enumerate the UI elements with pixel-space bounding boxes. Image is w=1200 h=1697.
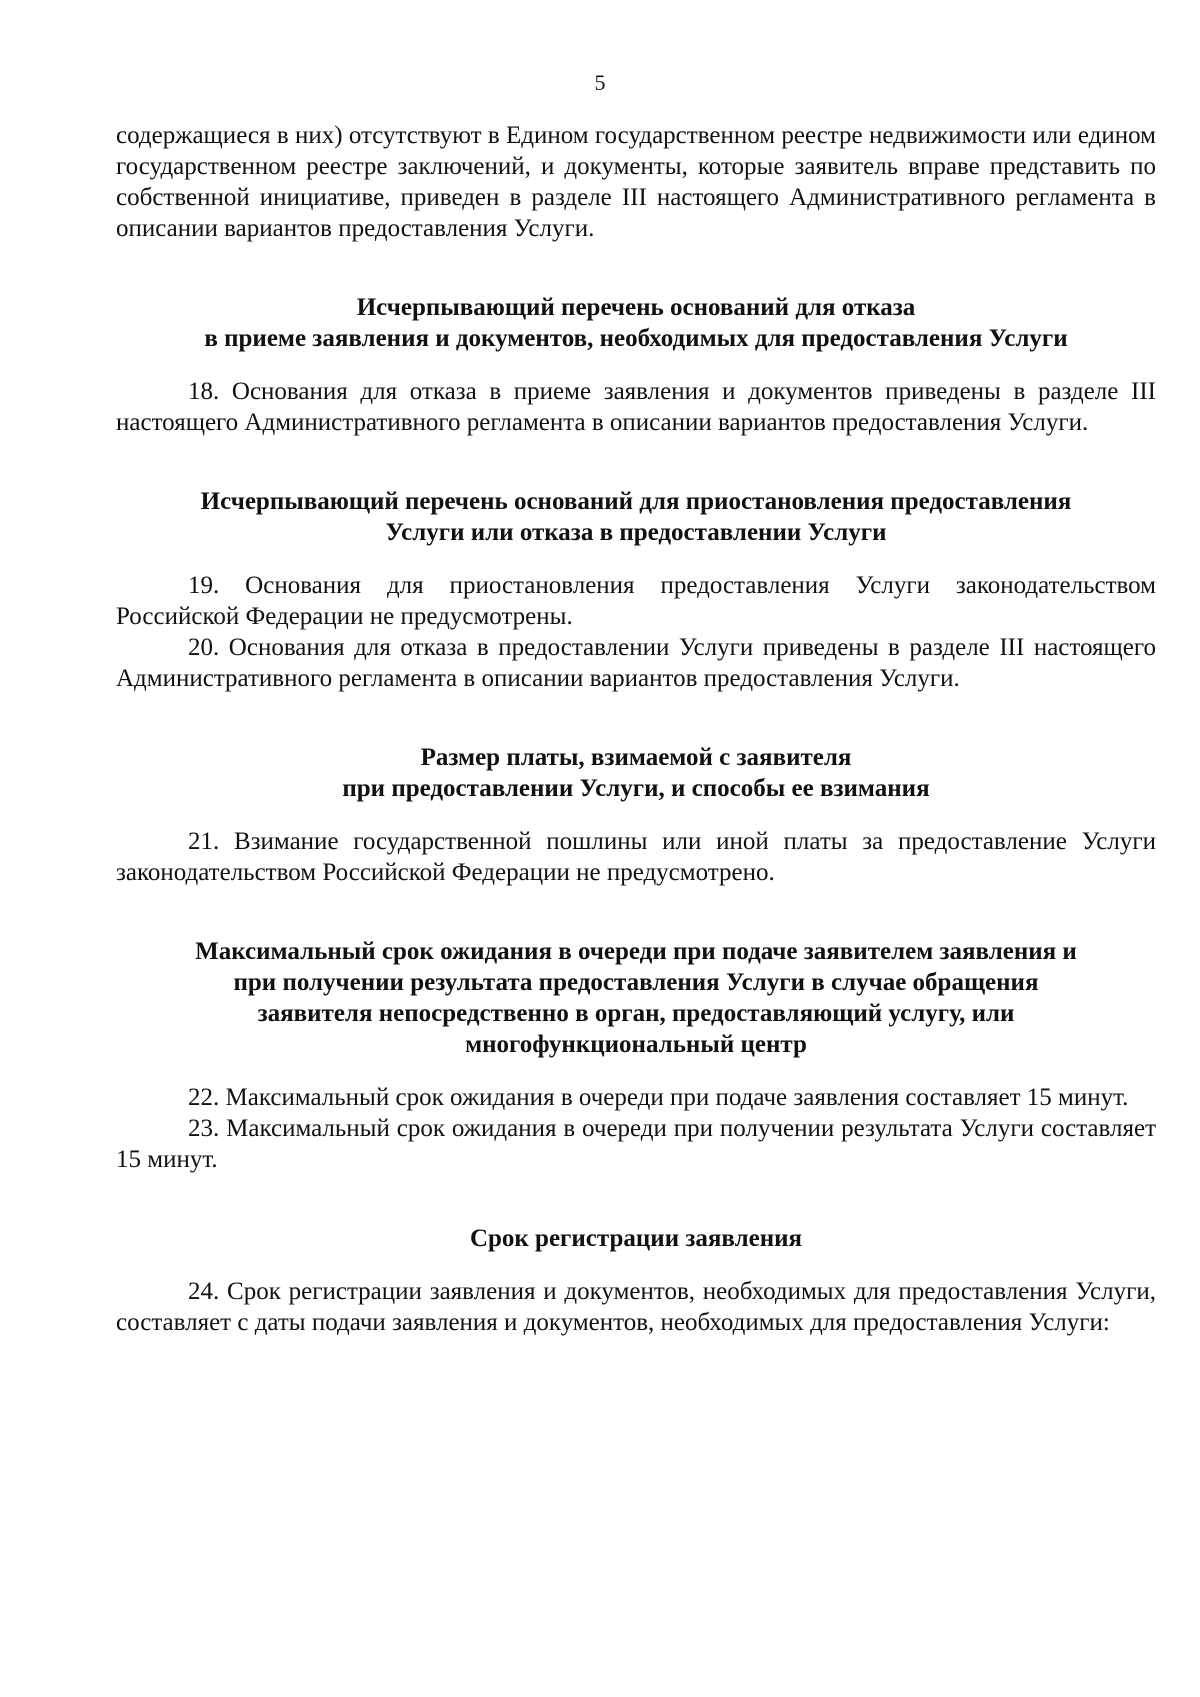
section-heading-line: Срок регистрации заявления (469, 1225, 803, 1252)
section-heading (116, 292, 1156, 354)
page-number: 5 (594, 70, 606, 95)
section-heading-line: Размер платы, взимаемой с заявителя (420, 744, 852, 771)
section-heading-line: многофункциональный центр (465, 1031, 807, 1058)
section-heading-line: Исчерпывающий перечень оснований для отказа (356, 294, 916, 321)
paragraph: 18. Основания для отказа в приеме заявления и документов приведены в разделе III настоящего Административного регламента в описании вариантов предоставления Услуги. (116, 378, 1156, 436)
section-heading-line: Услуги или отказа в предоставлении Услуги (385, 519, 887, 546)
section-heading-line: при предоставлении Услуги, и способы ее взимания (342, 775, 930, 802)
section-heading (116, 936, 1156, 1060)
paragraph: 21. Взимание государственной пошлины или иной платы за предоставление Услуги законодательством Российской Федерации не предусмотрено. (116, 828, 1156, 886)
paragraph: 22. Максимальный срок ожидания в очереди при подаче заявления составляет 15 минут. (188, 1084, 1129, 1111)
section-heading-line: Исчерпывающий перечень оснований для приостановления предоставления (200, 488, 1072, 515)
paragraph: 24. Срок регистрации заявления и документов, необходимых для предоставления Услуги, составляет с даты подачи заявления и документов, необходимых для предоставления Услуги: (116, 1278, 1156, 1336)
section-heading-line: заявителя непосредственно в орган, предоставляющий услугу, или (257, 1000, 1015, 1027)
paragraph: содержащиеся в них) отсутствуют в Едином государственном реестре недвижимости или едином государственном реестре заключений, и документы, которые заявитель вправе представить по собственной инициативе, приведен в разделе III настоящего Административного регламента в описании вариантов предоставления Услуги. (116, 122, 1156, 242)
section-heading (116, 1223, 1156, 1254)
paragraph: 23. Максимальный срок ожидания в очереди при получении результата Услуги составляет 15 минут. (116, 1115, 1156, 1173)
section-heading-line: в приеме заявления и документов, необходимых для предоставления Услуги (204, 325, 1068, 352)
section-heading (116, 742, 1156, 804)
section-heading-line: Максимальный срок ожидания в очереди при подаче заявителем заявления и (195, 938, 1077, 965)
paragraph: 19. Основания для приостановления предоставления Услуги законодательством Российской Федерации не предусмотрены. (116, 572, 1156, 630)
section-heading-line: при получении результата предоставления Услуги в случае обращения (233, 969, 1039, 996)
paragraph: 20. Основания для отказа в предоставлении Услуги приведены в разделе III настоящего Административного регламента в описании вариантов предоставления Услуги. (116, 634, 1156, 692)
document-body (116, 120, 1156, 1338)
section-heading (116, 486, 1156, 548)
